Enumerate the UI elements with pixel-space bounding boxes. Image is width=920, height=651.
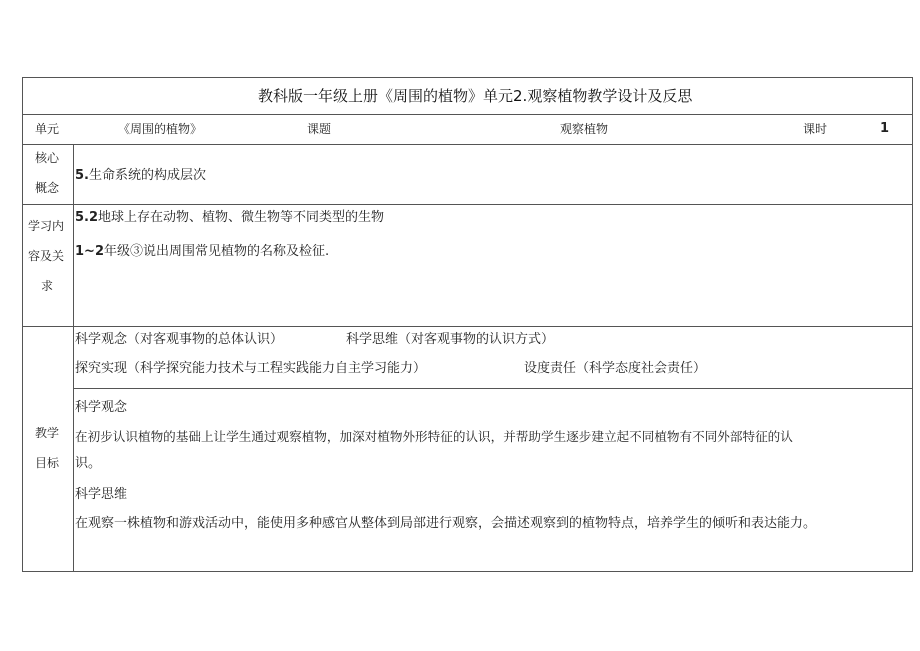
goals-paragraph-1-line1: 在初步认识植物的基础上让学生通过观察植物，加深对植物外形特征的认识，并帮助学生逐步建立起不同植物有不同外部特征的认 xyxy=(75,429,793,444)
goals-heading-1: 科学观念 xyxy=(75,400,128,415)
study-item-1-text: 地球上存在动物、植物、微生物等不同类型的生物 xyxy=(98,210,385,225)
core-label-line2: 概念 xyxy=(35,181,60,195)
core-content-number: 5. xyxy=(75,168,89,183)
period-value: 1 xyxy=(880,121,890,136)
table-border-right xyxy=(912,77,913,572)
page-title: 教科版一年级上册《周围的植物》单元2.观察植物教学设计及反思 xyxy=(258,87,693,105)
core-label-line1: 核心 xyxy=(35,151,60,165)
core-content-text: 生命系统的构成层次 xyxy=(88,168,206,183)
core-content xyxy=(75,168,206,184)
table-border-bottom xyxy=(22,571,913,572)
row-divider-unit xyxy=(22,144,913,145)
lesson-label: 课题 xyxy=(307,122,332,136)
row-divider-study xyxy=(22,326,913,327)
table-border-left xyxy=(22,77,23,572)
period-label: 课时 xyxy=(803,122,828,136)
study-item-1 xyxy=(75,210,384,226)
unit-value: 《周围的植物》 xyxy=(118,122,203,136)
goals-category-3: 探究实现（科学探究能力技术与工程实践能力自主学习能力） xyxy=(75,361,427,376)
label-column-divider xyxy=(73,144,74,572)
unit-label: 单元 xyxy=(35,122,60,136)
goals-label-line2: 目标 xyxy=(35,456,60,470)
study-item-2-text: 年级③说出周围常见植物的名称及检征. xyxy=(103,244,330,259)
goals-category-4: 设度责任（科学态度社会责任） xyxy=(524,361,707,376)
goals-heading-2: 科学思维 xyxy=(75,487,128,502)
study-label-line3: 求 xyxy=(41,279,54,293)
study-item-1-number: 5.2 xyxy=(75,210,99,225)
goals-paragraph-2: 在观察一株植物和游戏活动中，能使用多种感官从整体到局部进行观察，会描述观察到的植物特点，培养学生的倾听和表达能力。 xyxy=(75,516,817,531)
goals-paragraph-1-line2: 识。 xyxy=(75,456,102,471)
goals-category-1: 科学观念（对客观事物的总体认识） xyxy=(75,332,284,347)
row-divider-core xyxy=(22,204,913,205)
goals-category-2: 科学思维（对客观事物的认识方式） xyxy=(346,332,555,347)
lesson-value: 观察植物 xyxy=(560,122,609,136)
study-label-line2: 容及关 xyxy=(28,249,65,263)
goals-label-line1: 教学 xyxy=(35,426,60,440)
study-item-2-number: 1~2 xyxy=(75,244,104,259)
study-item-2 xyxy=(75,244,329,260)
row-divider-title xyxy=(22,114,913,115)
table-border-top xyxy=(22,77,913,78)
goals-divider xyxy=(73,388,913,389)
study-label-line1: 学习内 xyxy=(28,219,65,233)
